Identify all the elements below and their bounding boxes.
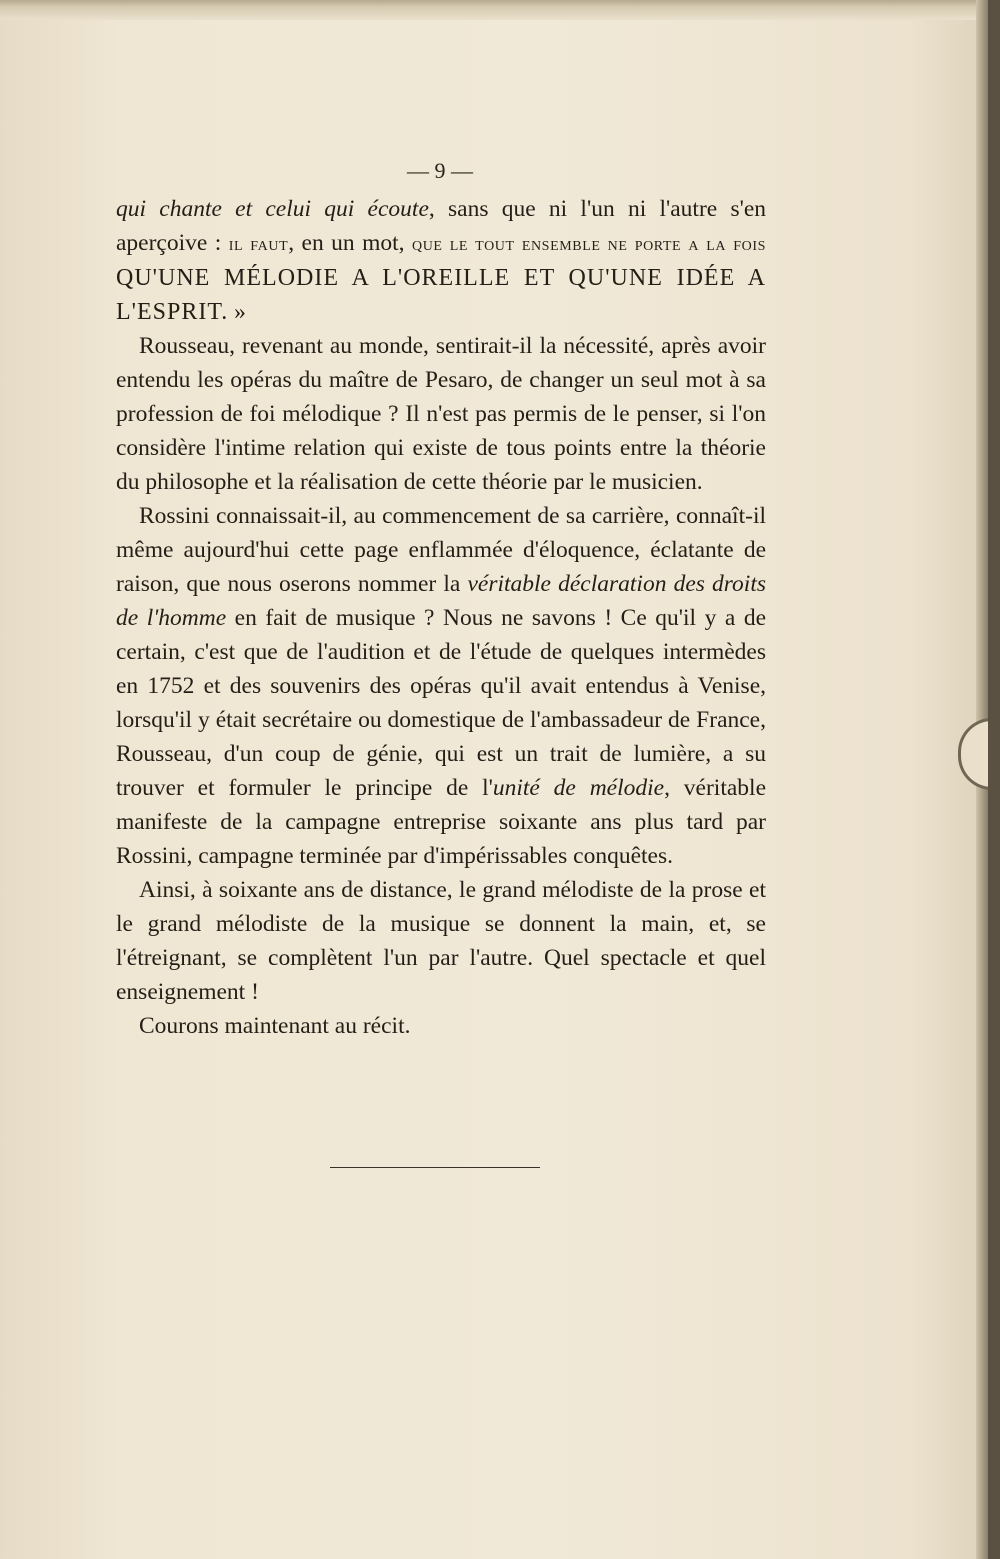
text-run: Rousseau, revenant au monde, sentirait-il la nécessité, après avoir entendu les opéras du maître de Pesaro, de changer un seul mot à sa profession de foi mélodique ? Il n'est pas permis de le penser, si l'on considère l'intime relation qui existe de tous points entre la théorie du philosophe et la réalisation de cette théorie par le musicien. — [116, 333, 766, 495]
paragraph-5 — [116, 1009, 766, 1043]
text-run: , véritable manifeste de la campagne entreprise soixante ans plus tard par Rossini, campagne terminée par d'impérissables conquêtes. — [116, 775, 766, 869]
text-run: , en un mot, — [288, 230, 412, 256]
text-run: » — [228, 299, 246, 325]
paragraph-3 — [116, 499, 766, 873]
text-run: que le tout ensemble ne porte a la fois — [411, 233, 766, 255]
paragraph-2 — [116, 329, 766, 499]
paragraph-4 — [116, 873, 766, 1009]
text-run: véritable déclaration des droits de l'homme — [116, 571, 766, 631]
text-run: qui chante et celui qui écoute — [116, 196, 429, 222]
text-run: unité de mélodie — [492, 775, 665, 801]
page-number-header: — 9 — — [407, 158, 473, 183]
binding-clip — [958, 718, 988, 790]
text-run: Rossini connaissait-il, au commencement de sa carrière, connaît-il même aujourd'hui cette page enflammée d'éloquence, éclatante de raison, que nous oserons nommer la — [116, 503, 766, 597]
paragraph-1 — [116, 192, 766, 329]
end-rule — [330, 1167, 540, 1168]
text-run: Courons maintenant au récit. — [139, 1013, 411, 1039]
text-run: Ainsi, à soixante ans de distance, le grand mélodiste de la prose et le grand mélodiste de la musique se donnent la main, et, se l'étreignant, se complètent l'un par l'autre. Quel spectacle et quel enseignement ! — [116, 877, 766, 1005]
text-run: , sans que ni l'un ni l'autre s'en aperçoive : — [116, 196, 766, 256]
text-run: il faut — [228, 233, 289, 255]
text-run: QU'UNE MÉLODIE A L'OREILLE ET QU'UNE IDÉE A L'ESPRIT. — [116, 265, 766, 325]
page-top-edge — [0, 0, 988, 20]
text-run: en fait de musique ? Nous ne savons ! Ce qu'il y a de certain, c'est que de l'audition et de l'étude de quelques intermèdes en 1752 et des souvenirs des opéras qu'il avait entendus à Venise, lorsqu'il y était secrétaire ou domestique de l'ambassadeur de France, Rousseau, d'un coup de génie, qui est un trait de lumière, a su trouver et formuler le principe de l' — [116, 605, 767, 801]
body-text — [116, 192, 766, 1043]
